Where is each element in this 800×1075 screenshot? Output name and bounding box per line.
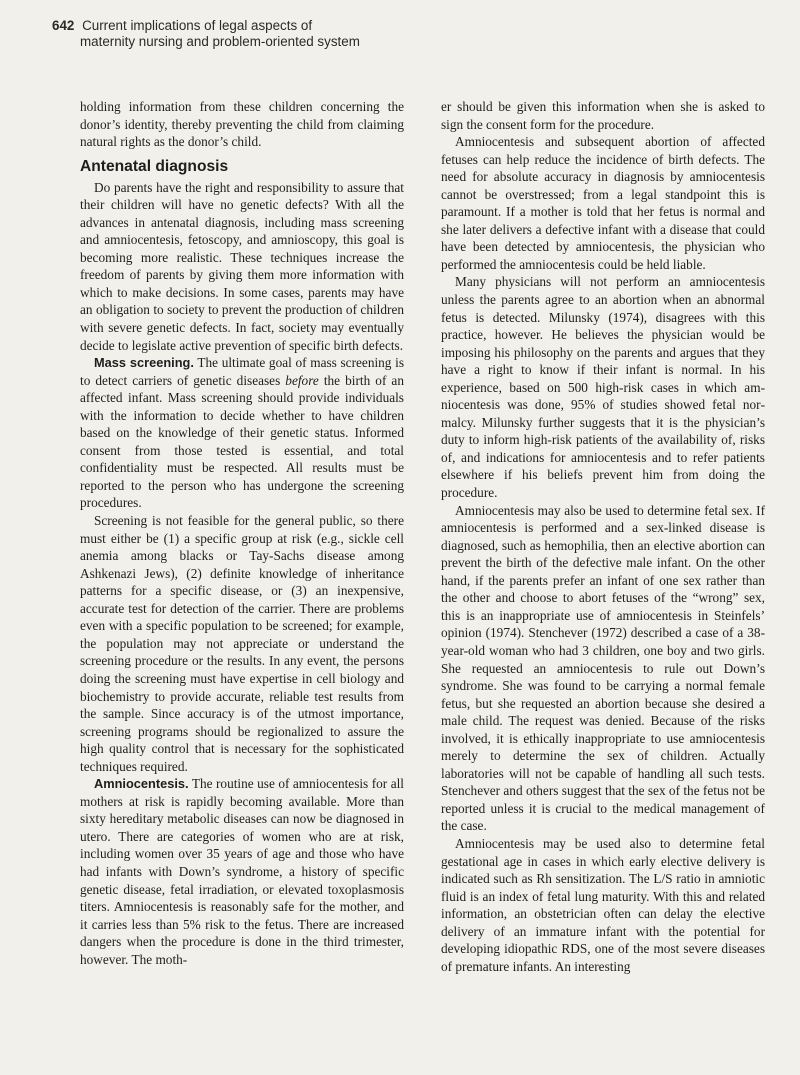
running-head-line-2 [52,34,472,50]
running-head-title-1: Current implications of legal aspects of [82,18,313,33]
section-heading-antenatal-diagnosis: Antenatal diagnosis [80,157,229,175]
paragraph-continued-right: er should be given this information when she is asked to sign the consent form for the procedure. [441,99,765,132]
paragraph-amniocentesis [80,775,404,968]
running-head-title-2: maternity nursing and problem-oriented system [80,34,360,49]
paragraph-continued-left: holding information from these children concerning the donor’s identity, thereby preventing the child from claiming natural rights as the donor’s child. [80,99,404,150]
mass-screening-emphasis: before [285,372,319,388]
mass-screening-text-a: The ultimate goal of mass screening is to detect carriers of genetic diseases [80,355,404,388]
mass-screening-text-b: the birth of an affected infant. Mass screening should provide individuals with the information to decide whether to have children based on the knowledge of their genetic status. Informed consent from those tested is essential, and total confidentiality must be respected. All results must be reported to the person who has undergone the screening procedures. [80,372,404,511]
paragraph-mass-screening [80,354,404,512]
paragraph-screening-feasibility: Screening is not feasible for the general public, so there must either be (1) a specific group at risk (e.g., sickle cell anemia among blacks or Tay-Sachs disease among Ashkenazi Jews), (2) definite knowledge of inheritance patterns for a specific disease, or (3) an inexpensive, accurate test for detection of the carrier. There are problems even with a specific population to be screened; for example, the population may not appreciate or understand the screening procedure or the results. In any event, the persons doing the screening must have expertise in cell biology and biochemistry to provide accurate, reliable test results from the sample. Since accuracy is of the utmost importance, screening programs should be regionalized to assure the high quality control that is necessary for the sophisticated techniques required. [80,513,404,774]
running-head-line-1 [52,18,472,34]
runin-heading-mass-screening: Mass screening. [94,355,194,371]
paragraph-abortion: Amniocentesis and subsequent abortion of affected fetuses can help reduce the incidence of birth defects. The need for absolute accuracy in diagnosis by amniocentesis cannot be overstressed; from a legal standpoint this is paramount. If a mother is told that her fetus is normal and she later delivers a defective infant with a disease that could have been detected by amniocentesis, the physician who performed the amniocentesis could be held liable. [441,134,765,272]
runin-heading-amniocentesis: Amniocentesis. [94,776,189,792]
right-column [441,98,765,975]
paragraph-gestational-age: Amniocentesis may be used also to determine fetal gestational age in cases in which early elective delivery is indicated such as Rh sensitization. The L/S ratio in amniotic fluid is an index of fetal lung maturity. With this and related information, an obstetrician often can delay the elective delivery of an immature infant with the potential for developing idiopathic RDS, one of the most severe diseases of premature infants. An interesting [441,835,765,974]
amniocentesis-text: The routine use of amniocentesis for all mothers at risk is rapidly becoming available. More than sixty hereditary metabolic diseases can now be diagnosed in utero. There are categories of women who are at risk, including women over 35 years of age and those who have had infants with Down’s syndrome, a history of specific genetic disease, fetal irradiation, or elevated toxoplasmosis titers. Amniocentesis is reasonably safe for the mother, and it carries less than 5% risk to the fetus. There are increased dangers when the procedure is done in the third trimester, however. The moth- [80,776,404,967]
paragraph-fetal-sex: Amniocentesis may also be used to determine fetal sex. If amniocentesis is performed and a sex-linked disease is diagnosed, such as hemophilia, then an elective abortion can prevent the birth of the defective male infant. On the other hand, if the parents prefer an infant of one sex rather than the other and choose to abort fetuses of the “wrong” sex, this is an inappropriate use of amniocentesis in Steinfels’ opinion (1974). Stenchever (1972) described a case of a 38-year-old woman who had 3 children, one boy and two girls. She requested an amniocentesis to rule out Down’s syndrome. She was found to be carrying a normal female fetus, but she requested an abortion because she desired a male child. The request was denied. Because of the risks involved, it is ethically inappropriate to use amniocentesis merely to determine the sex of children. Actually laboratories will not be capable of handling all such tests. Stenchever and others suggest that the sex of the fetus not be reported unless it is crucial to the medical management of the case. [441,502,765,834]
running-head [52,18,472,50]
paragraph-milunsky: Many physicians will not perform an amniocentesis unless the parents agree to an abortion when an abnormal fetus is detected. Milunsky (1974), disagrees with this practice, however. He believes the physician would be imposing his philosophy on the parents and argues that they have a right to know if their infant is normal. In his experience, based on 500 high-risk cases in which amniocentesis was done, 95% of studies showed fetal normalcy. Milunsky further suggests that it is the physician’s duty to inform high-risk patients of the availability of, risks of, and indications for amniocentesis and to refer patients elsewhere if his beliefs prevent him from doing the procedure. [441,274,765,501]
paragraph-antenatal: Do parents have the right and responsibility to assure that their children will have no genetic defects? With all the advances in antenatal diagnosis, including mass screening and amniocentesis, fetoscopy, and amnioscopy, this goal is becoming more realistic. These techniques increase the freedom of parents by giving them more information with which to make decisions. In some cases, parents may have an obligation to society to prevent the production of children with severe genetic defects. In fact, society may eventually decide to legislate active prevention of specific birth defects. [80,179,404,353]
page-number: 642 [52,18,75,33]
left-column [80,98,404,968]
